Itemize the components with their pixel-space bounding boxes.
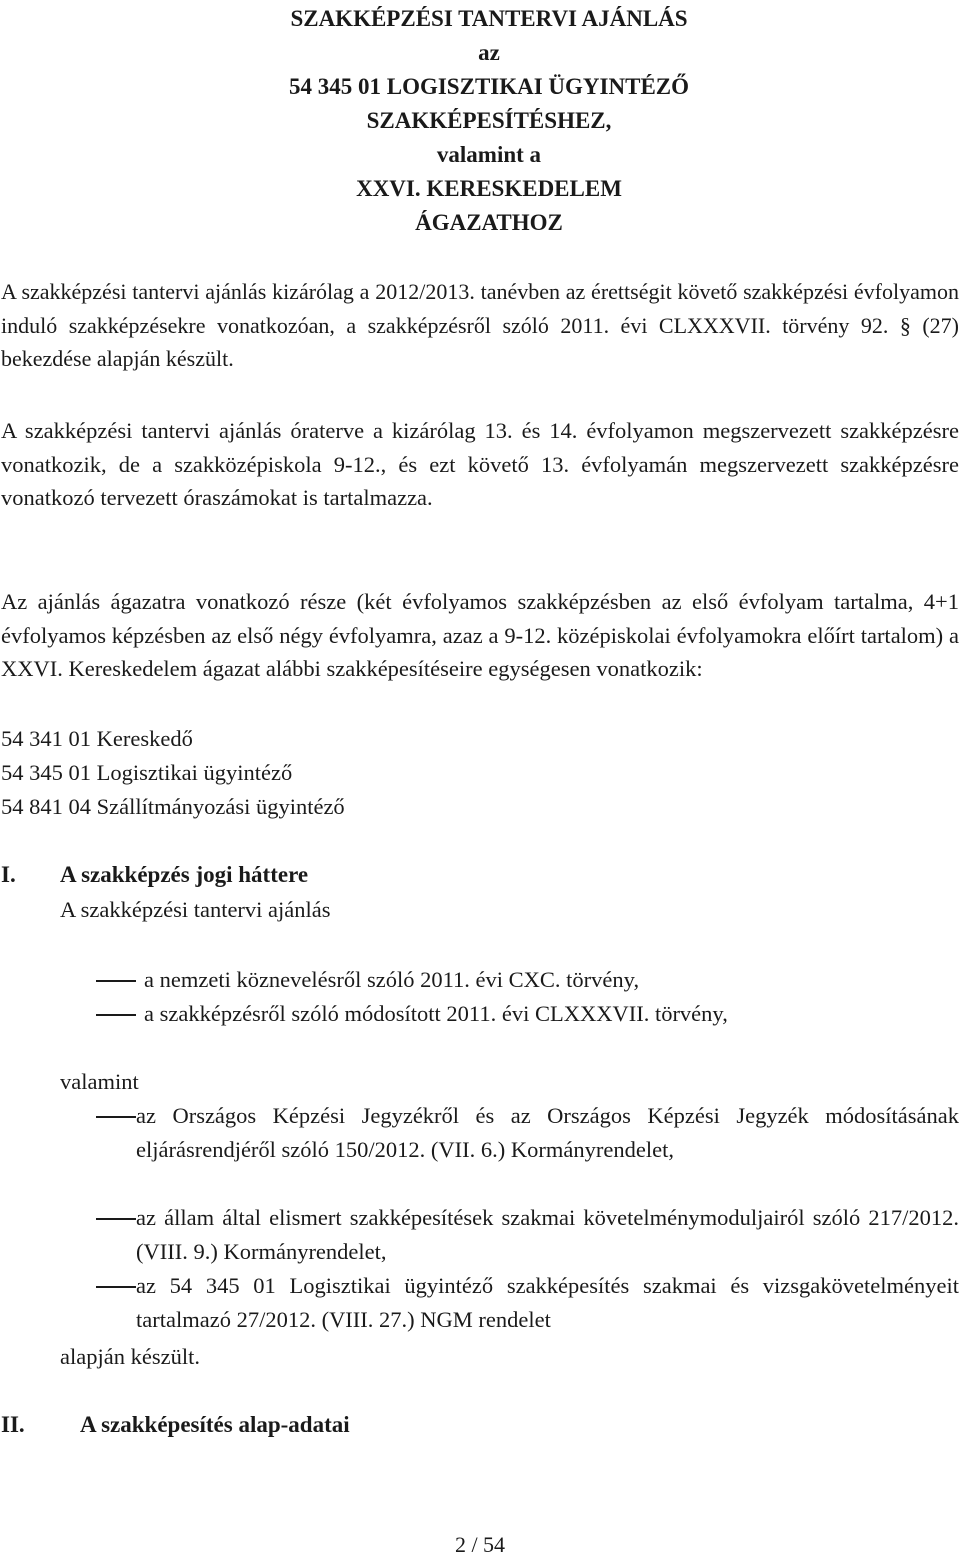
section-1-lead: A szakképzési tantervi ajánlás	[60, 897, 331, 922]
closing-text: alapján készült.	[60, 1344, 200, 1369]
law-item: a szakképzésről szóló módosított 2011. évi CLXXXVII. törvény,	[144, 1001, 728, 1026]
dash-bullet	[96, 1218, 136, 1220]
title-line: XXVI. KERESKEDELEM	[356, 176, 622, 201]
dash-bullet	[96, 980, 136, 982]
title-line: 54 345 01 LOGISZTIKAI ÜGYINTÉZŐ	[288, 74, 690, 99]
qualification-item: 54 345 01 Logisztikai ügyintéző	[1, 760, 293, 785]
document-title	[0, 2, 960, 240]
oraterv-paragraph: A szakképzési tantervi ajánlás óraterve a kizárólag 13. és 14. évfolyamon megszervezett szakképzésre vonatkozik, de a szakközépiskola 9-12., és ezt követő 13. évfolyamán megszervezett szakképzésre vonatkozó tervezett óraszámokat is tartalmazza.	[1, 418, 959, 510]
section-2-title: A szakképesítés alap-adatai	[80, 1412, 350, 1437]
decree-item: az Országos Képzési Jegyzékről és az Országos Képzési Jegyzék módosításának eljárásrendjéről szóló 150/2012. (VII. 6.) Kormányrendelet,	[136, 1103, 959, 1162]
decree-item: az állam által elismert szakképesítések szakmai követelménymoduljairól szóló 217/2012. (VIII. 9.) Kormányrendelet,	[136, 1205, 959, 1264]
law-item: a nemzeti köznevelésről szóló 2011. évi CXC. törvény,	[144, 967, 640, 992]
qualification-item: 54 341 01 Kereskedő	[1, 726, 193, 751]
section-2-number: II.	[1, 1412, 25, 1437]
intro-paragraph: A szakképzési tantervi ajánlás kizárólag a 2012/2013. tanévben az érettségit követő szakképzési évfolyamon induló szakképzésekre vonatkozóan, a szakképzésről szóló 2011. évi CLXXXVII. törvény 92. § (27) bekezdése alapján készült.	[1, 279, 959, 371]
title-line: SZAKKÉPZÉSI TANTERVI AJÁNLÁS	[290, 6, 688, 31]
title-line: az	[478, 40, 500, 65]
section-1-number: I.	[1, 862, 16, 887]
section-1-title: A szakképzés jogi háttere	[60, 862, 309, 887]
dash-bullet	[96, 1116, 136, 1118]
qualification-item: 54 841 04 Szállítmányozási ügyintéző	[1, 794, 345, 819]
page-number: 2 / 54	[454, 1532, 506, 1557]
dash-bullet	[96, 1014, 136, 1016]
title-line: valamint a	[436, 142, 542, 167]
agazat-paragraph: Az ajánlás ágazatra vonatkozó része (két évfolyamos szakképzésben az első évfolyam tartalma, 4+1 évfolyamos képzésben az első négy évfolyamra, azaz a 9-12. középiskolai évfolyamokra előírt tartalom) a XXVI. Kereskedelem ágazat alábbi szakképesítéseire egységesen vonatkozik:	[1, 589, 959, 681]
title-line: SZAKKÉPESÍTÉSHEZ,	[366, 108, 612, 133]
dash-bullet	[96, 1286, 136, 1288]
title-line: ÁGAZATHOZ	[415, 210, 563, 235]
valamint-text: valamint	[60, 1069, 139, 1094]
decree-item: az 54 345 01 Logisztikai ügyintéző szakképesítés szakmai és vizsgakövetelményeit tartalmazó 27/2012. (VIII. 27.) NGM rendelet	[136, 1273, 959, 1332]
